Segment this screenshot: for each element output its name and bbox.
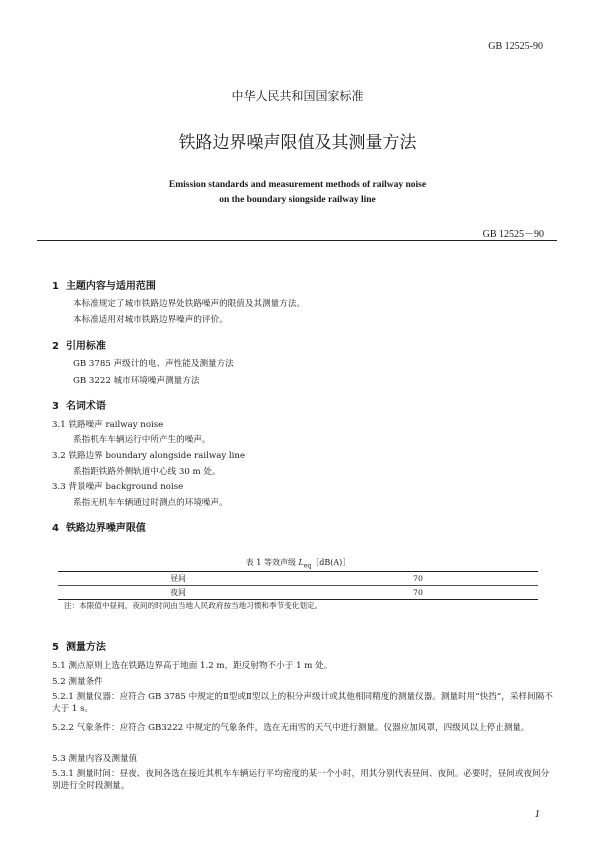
noise-limit-table bbox=[58, 571, 538, 600]
table-caption-subscript: eq bbox=[303, 562, 312, 570]
standard-code: GB 12525－90 bbox=[482, 229, 544, 240]
period-cell: 夜间 bbox=[170, 588, 186, 597]
paragraph: 5.2 测量条件 bbox=[52, 677, 103, 687]
national-standard-heading: 中华人民共和国国家标准 bbox=[231, 89, 364, 103]
document-title-cn: 铁路边界噪声限值及其测量方法 bbox=[178, 133, 417, 153]
section-number: 1 bbox=[52, 281, 59, 292]
table-row bbox=[58, 586, 538, 600]
paragraph: 5.3 测量内容及测量值 bbox=[52, 754, 138, 764]
table-caption-symbol: L bbox=[298, 558, 304, 567]
document-title-en-line2: on the boundary siongside railway line bbox=[219, 195, 376, 205]
header-rule bbox=[37, 240, 557, 241]
section-title: 名词术语 bbox=[65, 401, 106, 412]
paragraph: 本标准适用对城市铁路边界噪声的评价。 bbox=[73, 315, 228, 325]
term-definition: 系指无机车车辆通过时测点的环境噪声。 bbox=[73, 498, 228, 508]
document-title-en-line1: Emission standards and measurement methods of railway noise bbox=[168, 180, 427, 190]
table-caption-prefix: 表 1 等效声级 bbox=[245, 558, 299, 567]
section-4-heading bbox=[52, 519, 146, 534]
section-5-heading bbox=[52, 638, 106, 653]
term-item: 3.1 铁路噪声 railway noise bbox=[52, 420, 164, 430]
paragraph: 5.3.1 测量时间：昼夜、夜间各选在接近其机车车辆运行平均密度的某一个小时，用其分别代表昼间、夜间。必要时，昼间或夜间分别进行全时段测量。 bbox=[52, 769, 550, 791]
paragraph: 5.2.2 气象条件：应符合 GB3222 中规定的气象条件，选在无雨雪的天气中进行测量。仪器应加风罩，四级风以上停止测量。 bbox=[52, 723, 530, 733]
section-number: 5 bbox=[52, 642, 59, 653]
section-title: 引用标准 bbox=[65, 341, 106, 352]
section-title: 主题内容与适用范围 bbox=[65, 281, 156, 292]
reference-item: GB 3785 声级计的电、声性能及测量方法 bbox=[73, 359, 234, 369]
table-caption-unit: ［dB(A)］ bbox=[311, 558, 351, 567]
table-row bbox=[58, 572, 538, 586]
section-number: 3 bbox=[52, 401, 59, 412]
section-number: 2 bbox=[52, 341, 59, 352]
section-title: 铁路边界噪声限值 bbox=[65, 523, 146, 534]
page-number: 1 bbox=[534, 808, 540, 820]
paragraph: 5.2.1 测量仪器：应符合 GB 3785 中规定的Ⅱ型或Ⅱ型以上的积分声级计或其他相同精度的测量仪器。测量时用“快挡”，采样间隔不大于 1 s。 bbox=[52, 692, 553, 714]
section-3-heading bbox=[52, 397, 106, 412]
term-definition: 系指机车车辆运行中所产生的噪声。 bbox=[73, 435, 211, 445]
table-caption bbox=[58, 557, 538, 570]
reference-item: GB 3222 城市环境噪声测量方法 bbox=[73, 376, 200, 386]
value-cell: 70 bbox=[413, 588, 423, 597]
section-title: 测量方法 bbox=[65, 642, 106, 653]
value-cell: 70 bbox=[413, 574, 423, 583]
section-number: 4 bbox=[52, 523, 59, 534]
term-item: 3.3 背景噪声 background noise bbox=[52, 482, 184, 492]
period-cell: 昼间 bbox=[170, 574, 186, 583]
table-note: 注：本限值中昼间，夜间的时间由当地人民政府按当地习惯和季节变化划定。 bbox=[64, 601, 323, 610]
section-1-heading bbox=[52, 277, 156, 292]
paragraph: 本标准规定了城市铁路边界处铁路噪声的限值及其测量方法。 bbox=[73, 299, 306, 309]
standard-code-top: GB 12525-90 bbox=[488, 41, 543, 52]
term-item: 3.2 铁路边界 boundary alongside railway line bbox=[52, 451, 246, 461]
section-2-heading bbox=[52, 337, 106, 352]
term-definition: 系指距铁路外侧轨道中心线 30 m 处。 bbox=[73, 467, 221, 477]
paragraph: 5.1 测点原则上选在铁路边界高于地面 1.2 m，距反射物不小于 1 m 处。 bbox=[52, 661, 333, 671]
